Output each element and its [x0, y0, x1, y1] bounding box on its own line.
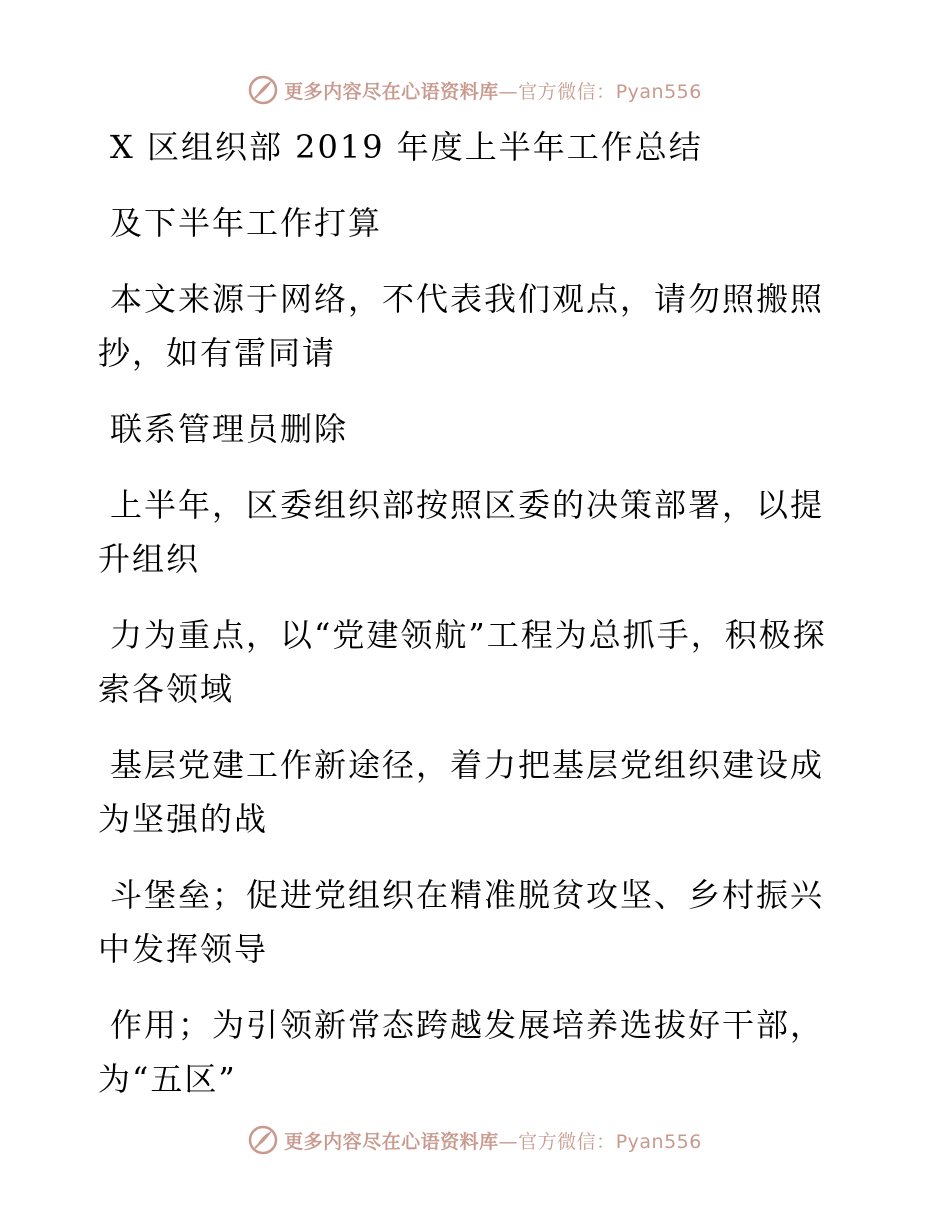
paragraph: 力为重点，以“党建领航”工程为总抓手，积极探索各领域 — [98, 616, 827, 708]
watermark-wechat-label: 官方微信： — [518, 80, 616, 103]
paragraph: 斗堡垒；促进党组织在精准脱贫攻坚、乡村振兴中发挥领导 — [98, 876, 825, 968]
watermark-separator: — — [498, 80, 519, 103]
watermark-site-name: 更多内容尽在心语资料库 — [284, 80, 499, 103]
paragraph: 基层党建工作新途径，着力把基层党组织建设成为坚强的战 — [98, 746, 825, 838]
watermark-separator: — — [498, 1130, 519, 1153]
watermark-text — [284, 1127, 702, 1154]
watermark-wechat-label: 官方微信： — [518, 1130, 616, 1153]
watermark-wechat-id: Pyan556 — [615, 80, 702, 103]
paragraph: 上半年，区委组织部按照区委的决策部署，以提升组织 — [98, 486, 825, 578]
document-title-line-2: 及下半年工作打算 — [110, 204, 383, 242]
paragraph: 本文来源于网络，不代表我们观点，请勿照搬照抄，如有雷同请 — [98, 280, 825, 372]
feather-pen-logo-icon — [248, 1125, 278, 1155]
paragraph: 作用；为引领新常态跨越发展培养选拔好干部，为“五区” — [98, 1006, 825, 1098]
watermark-site-name: 更多内容尽在心语资料库 — [284, 1130, 499, 1153]
watermark-wechat-id: Pyan556 — [615, 1130, 702, 1153]
paragraph: 联系管理员删除 — [110, 410, 349, 448]
header-watermark — [0, 70, 950, 110]
footer-watermark — [0, 1120, 950, 1160]
watermark-text — [284, 77, 702, 104]
document-title-line-1: X 区组织部 2019 年度上半年工作总结 — [110, 128, 703, 166]
feather-pen-logo-icon — [248, 75, 278, 105]
document-body — [98, 120, 833, 1128]
